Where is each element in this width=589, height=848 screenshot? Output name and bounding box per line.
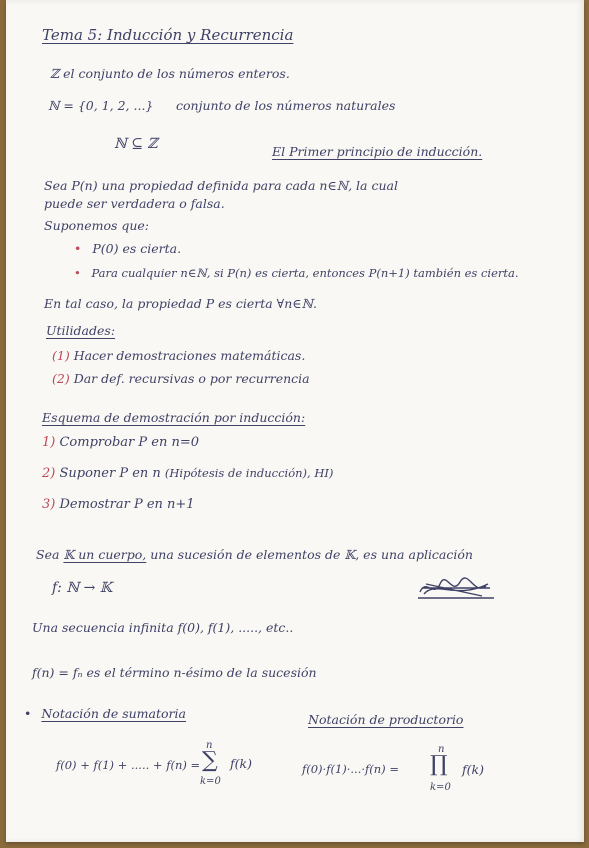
sum-notation-heading-row — [24, 706, 186, 721]
scheme-step-3-text: Demostrar P en n+1 — [59, 497, 195, 512]
sequence-definition-rest: una sucesión de elementos de 𝕂, es una aplicación — [150, 547, 473, 562]
infinite-sequence-line: Una secuencia infinita f(0), f(1), ....., etc.. — [32, 620, 294, 635]
scheme-heading: Esquema de demostración por inducción: — [42, 410, 306, 425]
utility-item-1-text: Hacer demostraciones matemáticas. — [73, 348, 306, 363]
base-case-text: P(0) es cierta. — [92, 241, 182, 256]
scheme-step-3-number: 3) — [42, 497, 56, 512]
sequence-definition — [36, 547, 473, 562]
inductive-step-bullet — [74, 266, 519, 280]
scheme-step-2-hypothesis: (Hipótesis de inducción), HI) — [164, 466, 334, 480]
product-upper-limit: n — [438, 744, 445, 755]
scheme-step-1-number: 1) — [42, 435, 56, 450]
utilities-heading: Utilidades: — [46, 323, 116, 338]
naturals-definition-text: conjunto de los números naturales — [176, 98, 396, 113]
crossed-out-scribble — [416, 574, 496, 602]
scheme-step-2-text: Suponer P en n — [59, 466, 161, 481]
scheme-step-2 — [42, 466, 333, 481]
product-formula-left: f(0)·f(1)·...·f(n) = — [302, 762, 399, 776]
utility-item-2 — [52, 371, 310, 386]
product-symbol: ∏ — [430, 752, 448, 777]
utility-item-2-text: Dar def. recursivas o por recurrencia — [73, 371, 310, 386]
notebook-page — [6, 0, 584, 842]
suppose-label: Suponemos que: — [44, 218, 150, 233]
subset-relation: ℕ ⊆ ℤ — [114, 136, 158, 152]
field-phrase: 𝕂 un cuerpo, — [63, 547, 147, 562]
sum-formula-left: f(0) + f(1) + ..... + f(n) = — [56, 758, 201, 772]
sum-lower-limit: k=0 — [200, 776, 221, 787]
nth-term-line: f(n) = fₙ es el término n-ésimo de la sucesión — [32, 665, 317, 680]
sequence-map: f: ℕ → 𝕂 — [52, 580, 112, 596]
sum-notation-heading: Notación de sumatoria — [41, 706, 186, 721]
principle-line-2: puede ser verdadera o falsa. — [44, 196, 225, 211]
product-term: f(k) — [462, 762, 484, 777]
base-case-bullet — [74, 241, 181, 256]
scheme-step-2-number: 2) — [42, 466, 56, 481]
product-lower-limit: k=0 — [430, 782, 451, 793]
scheme-step-1-text: Comprobar P en n=0 — [59, 435, 199, 450]
sequence-definition-start: Sea — [36, 547, 60, 562]
utility-item-1-number: (1) — [52, 348, 70, 363]
page-title: Tema 5: Inducción y Recurrencia — [42, 26, 294, 44]
utility-item-2-number: (2) — [52, 371, 70, 386]
integers-definition: ℤ el conjunto de los números enteros. — [50, 66, 290, 81]
scheme-step-3 — [42, 497, 195, 512]
scheme-step-1 — [42, 435, 199, 450]
sum-term: f(k) — [230, 756, 252, 771]
principle-line-1: Sea P(n) una propiedad definida para cada n∈ℕ, la cual — [44, 178, 398, 193]
principle-heading: El Primer principio de inducción. — [272, 144, 483, 159]
naturals-set: ℕ = {0, 1, 2, ...} — [48, 98, 154, 113]
sum-upper-limit: n — [206, 740, 213, 751]
inductive-step-text: Para cualquier n∈ℕ, si P(n) es cierta, entonces P(n+1) también es cierta. — [91, 266, 519, 280]
sum-symbol: ∑ — [202, 748, 218, 773]
utility-item-1 — [52, 348, 305, 363]
product-notation-heading: Notación de productorio — [308, 712, 464, 727]
principle-conclusion: En tal caso, la propiedad P es cierta ∀n∈ℕ. — [44, 296, 317, 311]
